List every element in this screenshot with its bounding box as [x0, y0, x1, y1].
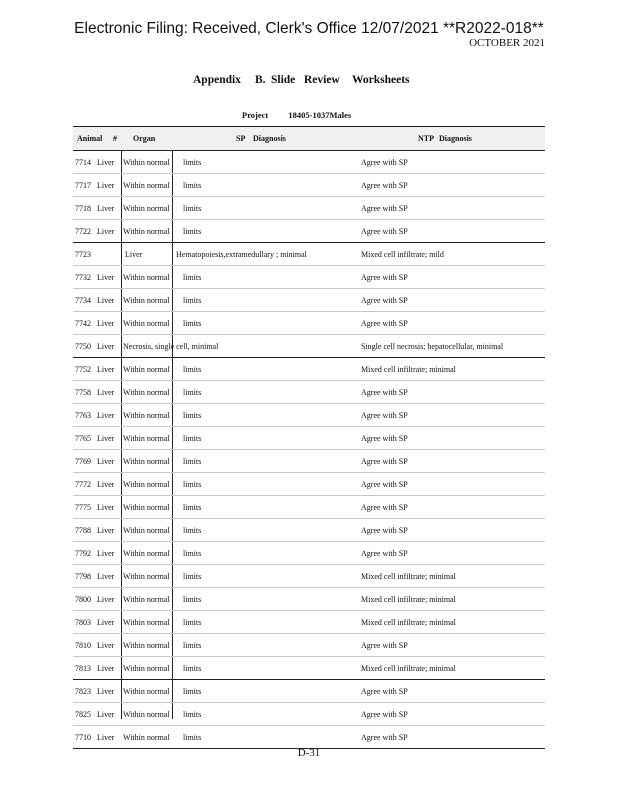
animal-id-cell: 7775: [75, 503, 91, 512]
table-row: [73, 243, 545, 266]
organ-cell: Liver: [97, 457, 115, 466]
ntp-diagnosis-cell: Agree with SP: [361, 733, 408, 742]
table-row: [73, 450, 545, 473]
table-row: [73, 151, 545, 174]
page-number: D-31: [297, 747, 321, 759]
table-row: [73, 174, 545, 197]
sp-diagnosis-cell: Necrosis, single cell, minimal: [123, 342, 219, 351]
animal-id-cell: 7723: [75, 250, 91, 259]
sp-diagnosis-cell: Within normal: [123, 710, 170, 719]
sp-diagnosis-limits-cell: limits: [183, 365, 202, 374]
ntp-diagnosis-cell: Mixed cell infiltrate; minimal: [361, 595, 456, 604]
animal-id-cell: 7798: [75, 572, 91, 581]
organ-cell: Liver: [97, 526, 115, 535]
ntp-diagnosis-cell: Agree with SP: [361, 641, 408, 650]
sp-diagnosis-limits-cell: limits: [183, 733, 202, 742]
animal-id-cell: 7732: [75, 273, 91, 282]
sp-diagnosis-limits-cell: limits: [183, 641, 202, 650]
ntp-diagnosis-cell: Agree with SP: [361, 296, 408, 305]
header-organ: Organ: [133, 134, 156, 143]
table-row: [73, 657, 545, 680]
sp-diagnosis-limits-cell: limits: [183, 618, 202, 627]
organ-cell: Liver: [97, 572, 115, 581]
filing-stamp: Electronic Filing: Received, Clerk's Office 12/07/2021 **R2022-018**: [74, 20, 544, 37]
ntp-diagnosis-cell: Agree with SP: [361, 549, 408, 558]
organ-cell: Liver: [97, 549, 115, 558]
sp-diagnosis-cell: Within normal: [123, 365, 170, 374]
table-row: [73, 197, 545, 220]
header-sp: SP: [236, 134, 246, 143]
ntp-diagnosis-cell: Agree with SP: [361, 480, 408, 489]
organ-cell: Liver: [97, 388, 115, 397]
animal-id-cell: 7718: [75, 204, 91, 213]
animal-id-cell: 7823: [75, 687, 91, 696]
ntp-diagnosis-cell: Mixed cell infiltrate; minimal: [361, 365, 456, 374]
sp-diagnosis-limits-cell: limits: [183, 296, 202, 305]
sp-diagnosis-limits-cell: limits: [183, 158, 202, 167]
ntp-diagnosis-cell: Single cell necrosis; hepatocellular, minimal: [361, 342, 504, 351]
header-sp-diagnosis: Diagnosis: [253, 134, 286, 143]
sp-diagnosis-limits-cell: limits: [183, 710, 202, 719]
project-value: 18405-1037Males: [288, 110, 352, 120]
animal-id-cell: 7803: [75, 618, 91, 627]
animal-id-cell: 7758: [75, 388, 91, 397]
title-section: B.: [255, 74, 266, 86]
title-appendix: Appendix: [193, 74, 241, 86]
sp-diagnosis-cell: Within normal: [123, 618, 170, 627]
table-row: [73, 220, 545, 243]
sp-diagnosis-cell: Within normal: [123, 181, 170, 190]
sp-diagnosis-limits-cell: limits: [183, 595, 202, 604]
animal-id-cell: 7750: [75, 342, 91, 351]
organ-cell: Liver: [97, 204, 115, 213]
organ-cell: Liver: [97, 687, 115, 696]
ntp-diagnosis-cell: Mixed cell infiltrate; mild: [361, 250, 444, 259]
sp-diagnosis-cell: Within normal: [123, 572, 170, 581]
ntp-diagnosis-cell: Agree with SP: [361, 457, 408, 466]
ntp-diagnosis-cell: Mixed cell infiltrate; minimal: [361, 664, 456, 673]
animal-id-cell: 7722: [75, 227, 91, 236]
sp-diagnosis-cell: Within normal: [123, 641, 170, 650]
ntp-diagnosis-cell: Agree with SP: [361, 273, 408, 282]
table-row: [73, 312, 545, 335]
month-stamp: OCTOBER 2021: [469, 37, 545, 49]
animal-id-cell: 7710: [75, 733, 91, 742]
organ-cell: Liver: [97, 618, 115, 627]
title-review: Review: [304, 74, 340, 86]
sp-diagnosis-cell: Within normal: [123, 733, 170, 742]
sp-diagnosis-cell: Within normal: [123, 664, 170, 673]
table-row: [73, 726, 545, 749]
header-animal: Animal: [77, 134, 103, 143]
ntp-diagnosis-cell: Mixed cell infiltrate; minimal: [361, 572, 456, 581]
sp-diagnosis-cell: Within normal: [123, 388, 170, 397]
table-header: [73, 126, 545, 151]
sp-diagnosis-limits-cell: limits: [183, 227, 202, 236]
organ-cell: Liver: [97, 503, 115, 512]
animal-id-cell: 7772: [75, 480, 91, 489]
sp-diagnosis-cell: Within normal: [123, 158, 170, 167]
sp-diagnosis-limits-cell: limits: [183, 549, 202, 558]
organ-cell: Liver: [97, 664, 115, 673]
organ-cell: Liver: [97, 296, 115, 305]
sp-diagnosis-cell: Within normal: [123, 526, 170, 535]
animal-id-cell: 7765: [75, 434, 91, 443]
ntp-diagnosis-cell: Agree with SP: [361, 181, 408, 190]
sp-diagnosis-limits-cell: limits: [183, 572, 202, 581]
ntp-diagnosis-cell: Agree with SP: [361, 503, 408, 512]
animal-id-cell: 7742: [75, 319, 91, 328]
organ-cell: Liver: [97, 365, 115, 374]
sp-diagnosis-limits-cell: limits: [183, 457, 202, 466]
sp-diagnosis-cell: Within normal: [123, 480, 170, 489]
sp-diagnosis-limits-cell: limits: [183, 388, 202, 397]
ntp-diagnosis-cell: Agree with SP: [361, 687, 408, 696]
organ-cell: Liver: [97, 319, 115, 328]
table-row: [73, 680, 545, 703]
organ-cell: Liver: [97, 595, 115, 604]
sp-diagnosis-limits-cell: limits: [183, 664, 202, 673]
sp-diagnosis-cell: Within normal: [123, 227, 170, 236]
ntp-diagnosis-cell: Agree with SP: [361, 319, 408, 328]
project-label: Project: [242, 110, 269, 120]
sp-diagnosis-cell: Within normal: [123, 319, 170, 328]
table-row: [73, 335, 545, 358]
organ-cell: Liver: [97, 181, 115, 190]
organ-cell: Liver: [97, 710, 115, 719]
sp-diagnosis-limits-cell: limits: [183, 411, 202, 420]
sp-diagnosis-cell: Within normal: [123, 457, 170, 466]
organ-cell: Liver: [97, 641, 115, 650]
sp-diagnosis-cell: Within normal: [123, 411, 170, 420]
organ-cell: Liver: [97, 227, 115, 236]
ntp-diagnosis-cell: Agree with SP: [361, 526, 408, 535]
organ-cell: Liver: [97, 342, 115, 351]
table-row: [73, 611, 545, 634]
sp-diagnosis-limits-cell: limits: [183, 181, 202, 190]
animal-id-cell: 7769: [75, 457, 91, 466]
table-row: [73, 358, 545, 381]
sp-diagnosis-limits-cell: limits: [183, 480, 202, 489]
organ-cell: Liver: [97, 434, 115, 443]
organ-cell: Liver: [97, 273, 115, 282]
animal-id-cell: 7825: [75, 710, 91, 719]
organ-cell: Liver: [97, 411, 115, 420]
table-row: [73, 381, 545, 404]
title-worksheets: Worksheets: [352, 74, 410, 86]
table-row: [73, 519, 545, 542]
sp-diagnosis-cell: Within normal: [123, 503, 170, 512]
sp-diagnosis-limits-cell: limits: [183, 319, 202, 328]
table-row: [73, 496, 545, 519]
table-body: [73, 151, 545, 749]
organ-cell: Liver: [97, 158, 115, 167]
ntp-diagnosis-cell: Mixed cell infiltrate; minimal: [361, 618, 456, 627]
animal-id-cell: 7752: [75, 365, 91, 374]
sp-diagnosis-limits-cell: limits: [183, 434, 202, 443]
organ-cell: Liver: [125, 250, 143, 259]
animal-id-cell: 7734: [75, 296, 91, 305]
table-row: [73, 703, 545, 726]
table-row: [73, 588, 545, 611]
organ-cell: Liver: [97, 480, 115, 489]
sp-diagnosis-limits-cell: limits: [183, 204, 202, 213]
ntp-diagnosis-cell: Agree with SP: [361, 388, 408, 397]
animal-id-cell: 7792: [75, 549, 91, 558]
header-ntp: NTP: [418, 134, 434, 143]
animal-id-cell: 7763: [75, 411, 91, 420]
sp-diagnosis-limits-cell: limits: [183, 526, 202, 535]
animal-id-cell: 7717: [75, 181, 91, 190]
table-row: [73, 542, 545, 565]
table-row: [73, 427, 545, 450]
header-ntp-diagnosis: Diagnosis: [439, 134, 472, 143]
table-row: [73, 473, 545, 496]
sp-diagnosis-limits-cell: limits: [183, 503, 202, 512]
sp-diagnosis-limits-cell: limits: [183, 273, 202, 282]
table-row: [73, 266, 545, 289]
header-number: #: [113, 134, 117, 143]
ntp-diagnosis-cell: Agree with SP: [361, 710, 408, 719]
sp-diagnosis-cell: Within normal: [123, 296, 170, 305]
table-row: [73, 634, 545, 657]
ntp-diagnosis-cell: Agree with SP: [361, 411, 408, 420]
animal-id-cell: 7810: [75, 641, 91, 650]
animal-id-cell: 7714: [75, 158, 91, 167]
sp-diagnosis-cell: Hematopoiesis,extramedullary ; minimal: [176, 250, 307, 259]
ntp-diagnosis-cell: Agree with SP: [361, 227, 408, 236]
organ-cell: Liver: [97, 733, 115, 742]
animal-id-cell: 7800: [75, 595, 91, 604]
project-line: [242, 110, 351, 120]
sp-diagnosis-cell: Within normal: [123, 595, 170, 604]
table-row: [73, 565, 545, 588]
sp-diagnosis-cell: Within normal: [123, 434, 170, 443]
sp-diagnosis-limits-cell: limits: [183, 687, 202, 696]
table-row: [73, 404, 545, 427]
worksheet-table: [73, 126, 545, 749]
sp-diagnosis-cell: Within normal: [123, 687, 170, 696]
ntp-diagnosis-cell: Agree with SP: [361, 204, 408, 213]
sp-diagnosis-cell: Within normal: [123, 549, 170, 558]
animal-id-cell: 7788: [75, 526, 91, 535]
title-slide: Slide: [271, 74, 296, 86]
ntp-diagnosis-cell: Agree with SP: [361, 158, 408, 167]
sp-diagnosis-cell: Within normal: [123, 273, 170, 282]
sp-diagnosis-cell: Within normal: [123, 204, 170, 213]
animal-id-cell: 7813: [75, 664, 91, 673]
ntp-diagnosis-cell: Agree with SP: [361, 434, 408, 443]
table-row: [73, 289, 545, 312]
